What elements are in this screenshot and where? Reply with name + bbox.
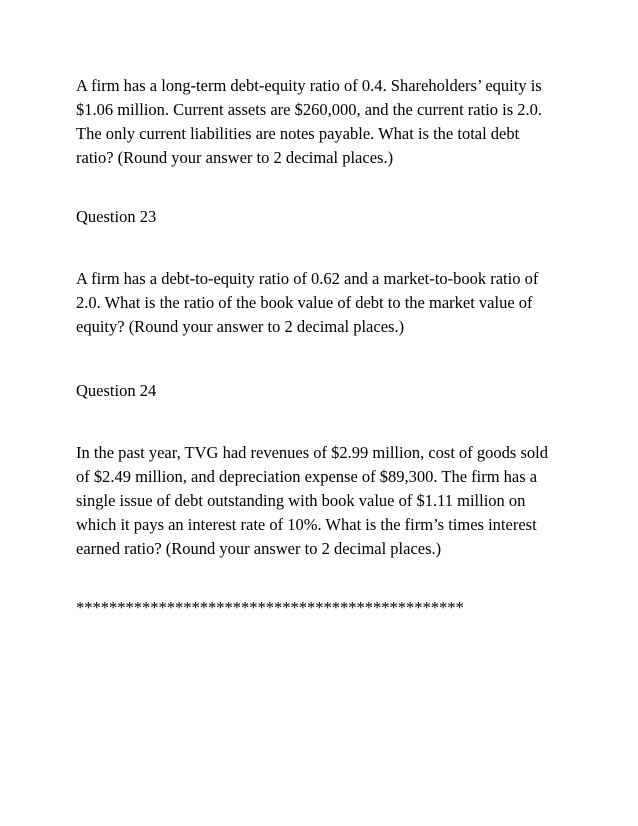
question-22-text [76,74,566,170]
text-line: single issue of debt outstanding with book value of $1.11 million on [76,491,526,510]
text-line: equity? (Round your answer to 2 decimal places.) [76,317,405,336]
question-23-text [76,267,566,339]
text-line: A firm has a long-term debt-equity ratio of 0.4. Shareholders’ equity is [76,76,542,95]
text-line: The only current liabilities are notes payable. What is the total debt [76,124,520,143]
text-line: A firm has a debt-to-equity ratio of 0.62 and a market-to-book ratio of [76,269,539,288]
question-23-heading: Question 23 [76,207,157,226]
text-line: of $2.49 million, and depreciation expense of $89,300. The firm has a [76,467,538,486]
text-line: which it pays an interest rate of 10%. What is the firm’s times interest [76,515,537,534]
text-line: In the past year, TVG had revenues of $2.99 million, cost of goods sold [76,443,548,462]
question-24-heading: Question 24 [76,381,157,400]
text-line: earned ratio? (Round your answer to 2 decimal places.) [76,539,442,558]
text-line: ratio? (Round your answer to 2 decimal places.) [76,148,394,167]
text-line: $1.06 million. Current assets are $260,000, and the current ratio is 2.0. [76,100,543,119]
question-24-text [76,441,566,561]
text-line: 2.0. What is the ratio of the book value of debt to the market value of [76,293,533,312]
separator-line: *********************************************** [76,598,464,617]
